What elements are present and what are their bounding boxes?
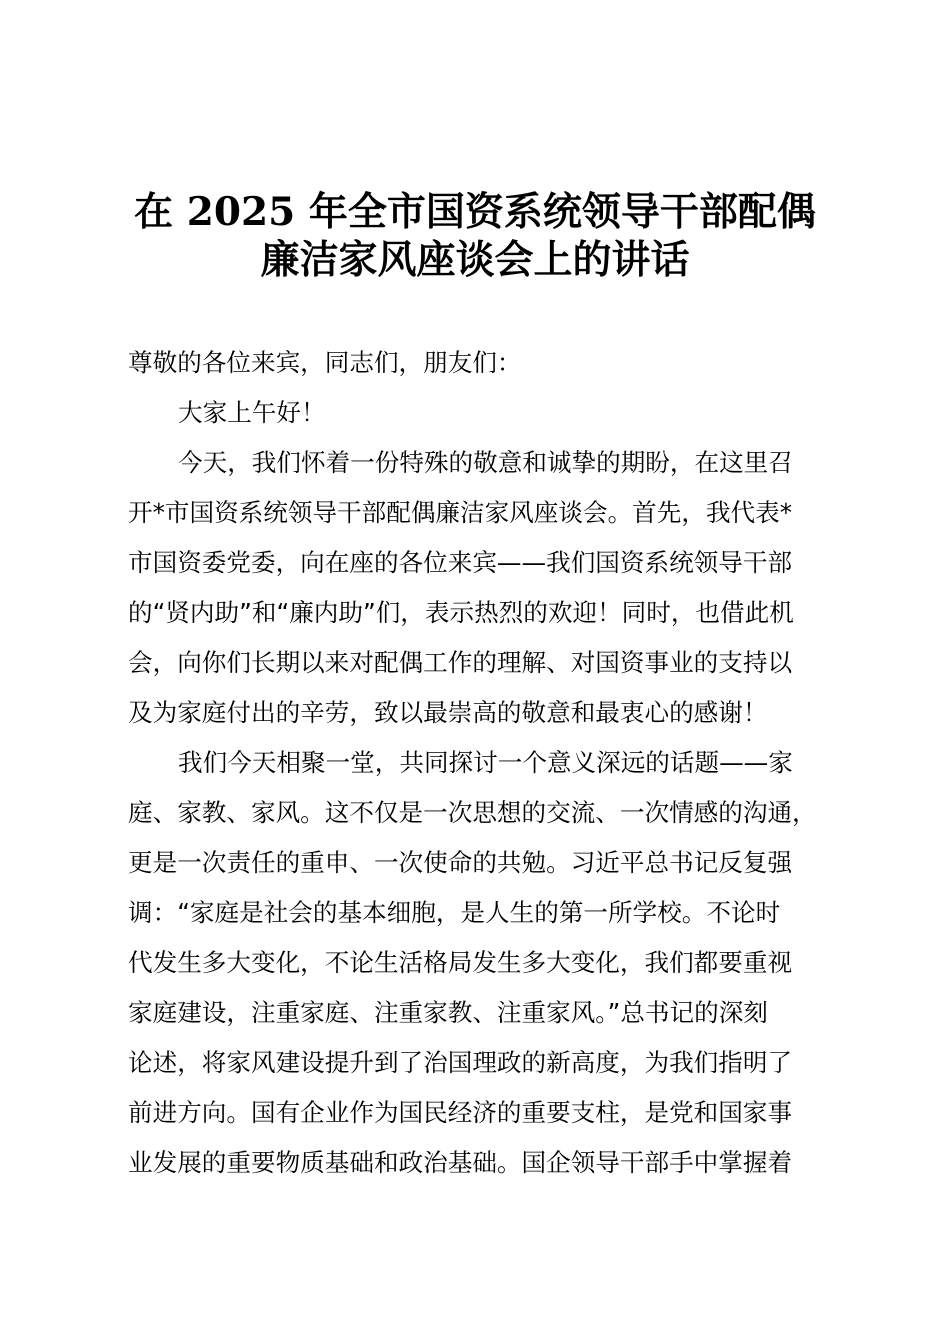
document-body — [128, 338, 828, 1188]
salutation: 尊敬的各位来宾，同志们，朋友们： — [128, 348, 522, 377]
paragraph-2-line: 调：“家庭是社会的基本细胞，是人生的第一所学校。不论时 — [128, 898, 781, 927]
paragraph-1-line: 今天，我们怀着一份特殊的敬意和诚挚的期盼，在这里召 — [178, 448, 793, 477]
paragraph-1-line: 市国资委党委，向在座的各位来宾——我们国资系统领导干部 — [128, 548, 793, 577]
paragraph-2-line: 业发展的重要物质基础和政治基础。国企领导干部手中掌握着 — [128, 1148, 793, 1177]
document-title — [0, 188, 950, 284]
paragraph-1-line: 及为家庭付出的辛劳，致以最崇高的敬意和最衷心的感谢！ — [128, 698, 768, 727]
paragraph-1-line: 开*市国资系统领导干部配偶廉洁家风座谈会。首先，我代表* — [128, 498, 793, 527]
title-line-2: 廉洁家风座谈会上的讲话 — [260, 237, 690, 283]
paragraph-2-line: 前进方向。国有企业作为国民经济的重要支柱，是党和国家事 — [128, 1098, 793, 1127]
paragraph-1-line: 的“贤内助”和“廉内助”们，表示热烈的欢迎！同时，也借此机 — [128, 598, 794, 627]
paragraph-2-line: 庭、家教、家风。这不仅是一次思想的交流、一次情感的沟通， — [128, 798, 817, 827]
paragraph-1-line: 会，向你们长期以来对配偶工作的理解、对国资事业的支持以 — [128, 648, 793, 677]
paragraph-2-line: 代发生多大变化，不论生活格局发生多大变化，我们都要重视 — [128, 948, 793, 977]
paragraph-2-line: 我们今天相聚一堂，共同探讨一个意义深远的话题——家 — [178, 748, 793, 777]
greeting-line: 大家上午好！ — [178, 398, 326, 427]
paragraph-2-line: 家庭建设，注重家庭、注重家教、注重家风。”总书记的深刻 — [128, 998, 768, 1027]
paragraph-2-line: 更是一次责任的重申、一次使命的共勉。习近平总书记反复强 — [128, 848, 793, 877]
paragraph-2-line: 论述，将家风建设提升到了治国理政的新高度，为我们指明了 — [128, 1048, 793, 1077]
title-line-1: 在 2025 年全市国资系统领导干部配偶 — [134, 189, 816, 235]
